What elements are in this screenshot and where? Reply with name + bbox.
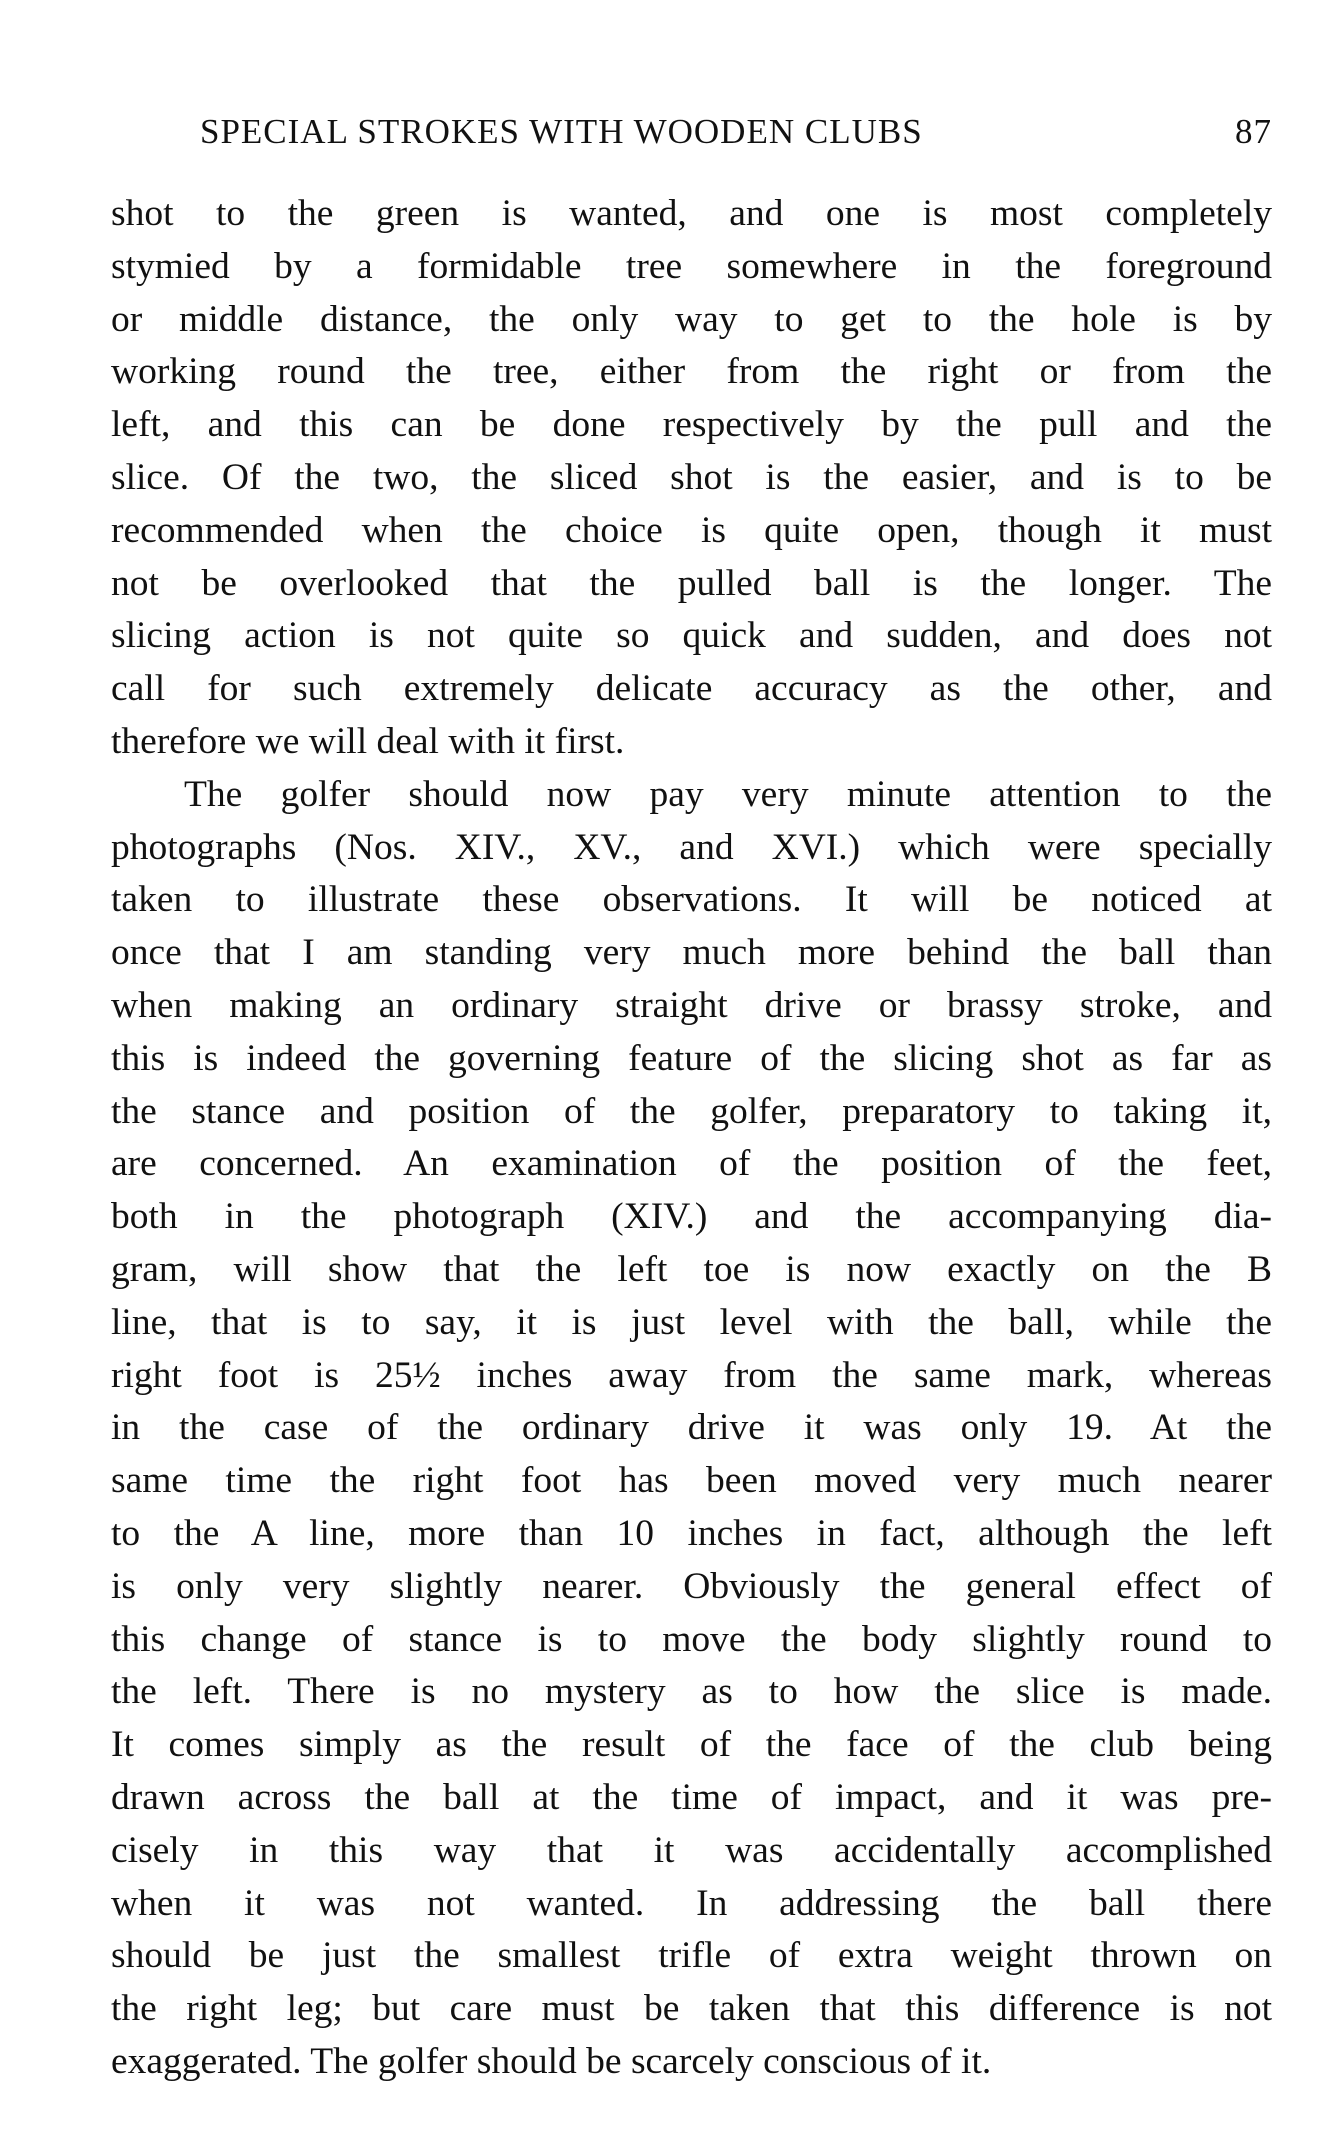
- text-line: is only very slightly nearer. Obviously the general effect of: [111, 1565, 1272, 1607]
- text-line: when it was not wanted. In addressing the ball there: [111, 1882, 1272, 1924]
- text-line: stymied by a formidable tree somewhere in the foreground: [111, 245, 1272, 287]
- text-line: gram, will show that the left toe is now exactly on the B: [111, 1248, 1272, 1290]
- text-line: should be just the smallest trifle of extra weight thrown on: [111, 1935, 1272, 1977]
- text-line: not be overlooked that the pulled ball is the longer. The: [111, 562, 1272, 604]
- text-line: The golfer should now pay very minute attention to the: [184, 773, 1272, 815]
- text-line: to the A line, more than 10 inches in fact, although the left: [111, 1512, 1272, 1554]
- text-line: therefore we will deal with it first.: [111, 720, 625, 762]
- text-line: working round the tree, either from the right or from the: [111, 351, 1272, 393]
- text-line: same time the right foot has been moved very much nearer: [111, 1460, 1272, 1502]
- text-line: exaggerated. The golfer should be scarcely conscious of it.: [111, 2040, 992, 2082]
- text-line: this change of stance is to move the body slightly round to: [111, 1618, 1272, 1660]
- text-line: the right leg; but care must be taken that this difference is not: [111, 1988, 1272, 2030]
- text-line: left, and this can be done respectively by the pull and the: [111, 404, 1272, 446]
- text-line: slice. Of the two, the sliced shot is the easier, and is to be: [111, 456, 1272, 498]
- text-line: recommended when the choice is quite open, though it must: [111, 509, 1272, 551]
- text-line: photographs (Nos. XIV., XV., and XVI.) which were specially: [111, 826, 1272, 868]
- text-line: once that I am standing very much more behind the ball than: [111, 932, 1272, 974]
- text-line: It comes simply as the result of the face of the club being: [111, 1724, 1272, 1766]
- text-line: right foot is 25½ inches away from the same mark, whereas: [111, 1354, 1272, 1396]
- text-line: taken to illustrate these observations. It will be noticed at: [111, 879, 1272, 921]
- page-body: [111, 188, 1272, 2089]
- text-line: or middle distance, the only way to get to the hole is by: [111, 298, 1272, 340]
- text-line: cisely in this way that it was accidentally accomplished: [111, 1829, 1272, 1871]
- text-line: drawn across the ball at the time of impact, and it was pre-: [111, 1776, 1272, 1818]
- text-line: both in the photograph (XIV.) and the accompanying dia-: [111, 1196, 1272, 1238]
- text-line: line, that is to say, it is just level with the ball, while the: [111, 1301, 1272, 1343]
- text-line: in the case of the ordinary drive it was only 19. At the: [111, 1407, 1272, 1449]
- paragraph: [111, 769, 1272, 2089]
- text-line: the left. There is no mystery as to how the slice is made.: [111, 1671, 1272, 1713]
- text-line: are concerned. An examination of the position of the feet,: [111, 1143, 1272, 1185]
- text-line: when making an ordinary straight drive or brassy stroke, and: [111, 984, 1272, 1026]
- running-header: [200, 112, 1272, 162]
- page-number: 87: [1235, 112, 1272, 151]
- text-line: slicing action is not quite so quick and sudden, and does not: [111, 615, 1272, 657]
- paragraph: [111, 188, 1272, 769]
- text-line: this is indeed the governing feature of the slicing shot as far as: [111, 1037, 1272, 1079]
- running-title: SPECIAL STROKES WITH WOODEN CLUBS: [200, 112, 923, 151]
- text-line: call for such extremely delicate accuracy as the other, and: [111, 668, 1272, 710]
- text-line: the stance and position of the golfer, preparatory to taking it,: [111, 1090, 1272, 1132]
- text-line: shot to the green is wanted, and one is most completely: [111, 193, 1272, 234]
